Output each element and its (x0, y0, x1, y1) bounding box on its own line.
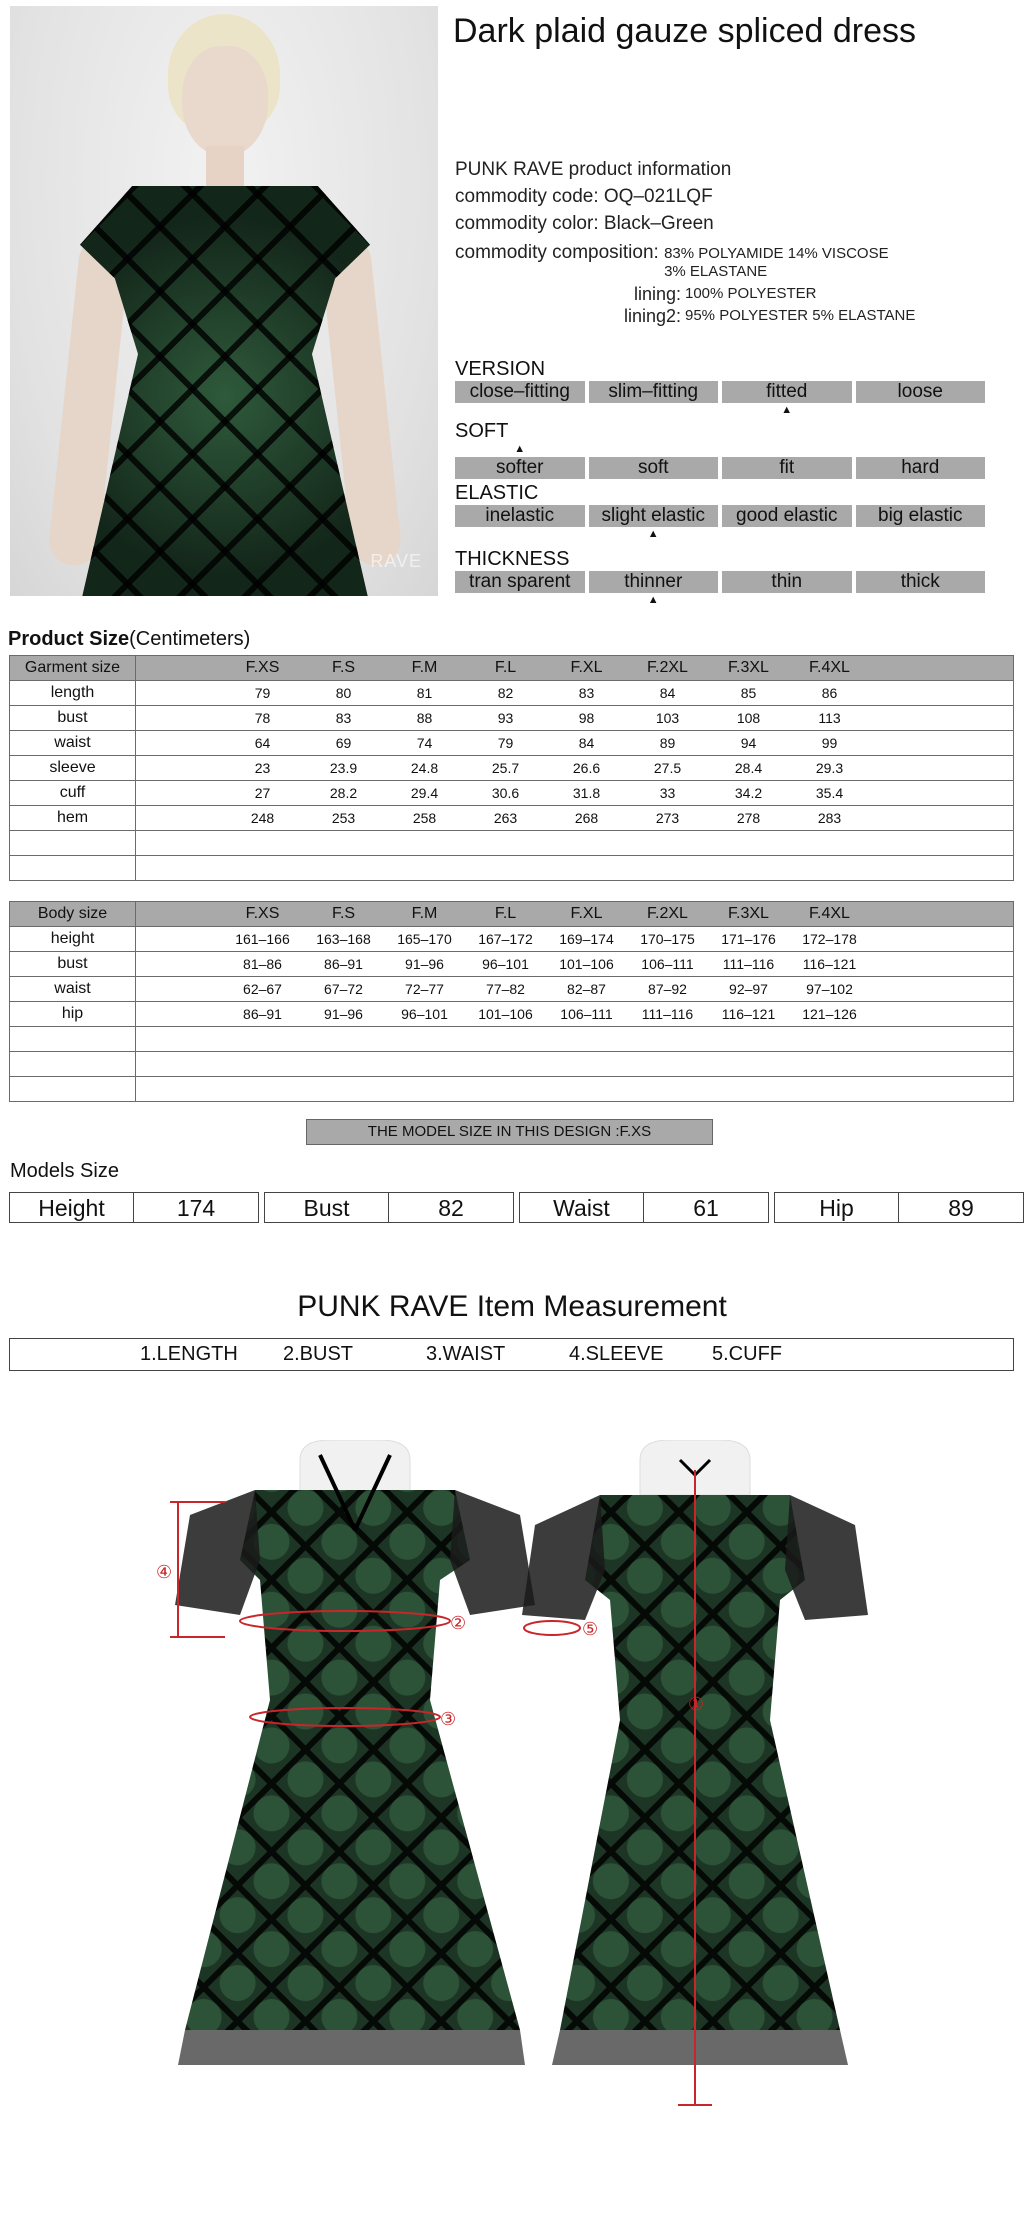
rating-marker-row (455, 442, 985, 456)
lining2-value: 95% POLYESTER 5% ELASTANE (685, 307, 916, 324)
rating-option: thin (722, 571, 852, 593)
row-label (10, 831, 136, 856)
measurement-item: 5.CUFF (712, 1343, 782, 1365)
size-value: 106–111 (560, 1006, 613, 1022)
table-row (10, 856, 1014, 881)
size-value: 101–106 (478, 1006, 533, 1022)
model-measure-bust (264, 1192, 514, 1223)
body-size-table (9, 901, 1014, 1102)
size-label: F.XL (570, 905, 603, 922)
row-label (10, 856, 136, 881)
size-label: F.3XL (728, 905, 769, 922)
size-value: 30.6 (491, 785, 520, 801)
size-value: 27.5 (653, 760, 682, 776)
size-value: 258 (412, 810, 437, 826)
size-value: 33 (659, 785, 676, 801)
product-title: Dark plaid gauze spliced dress (453, 12, 917, 50)
row-values (136, 731, 1014, 756)
size-value: 69 (335, 735, 352, 751)
empty-marker (589, 403, 719, 417)
size-value: 84 (659, 685, 676, 701)
photo-watermark: RAVE (370, 551, 422, 571)
table-row (10, 1077, 1014, 1102)
model-measure-label: Height (10, 1193, 134, 1222)
size-label: F.4XL (809, 905, 850, 922)
garment-size-table (9, 655, 1014, 881)
size-value: 72–77 (405, 981, 444, 997)
size-value: 78 (254, 710, 271, 726)
model-measure-value: 89 (948, 1195, 974, 1221)
rating-option: thinner (589, 571, 719, 593)
size-value: 248 (250, 810, 275, 826)
rating-label: ELASTIC (455, 482, 539, 504)
size-value: 273 (655, 810, 680, 826)
table-row (10, 952, 1014, 977)
empty-marker (455, 403, 585, 417)
measurement-item: 3.WAIST (426, 1343, 506, 1365)
size-value: 77–82 (486, 981, 525, 997)
row-values (136, 856, 1014, 881)
size-value: 116–121 (721, 1006, 776, 1022)
row-values (136, 806, 1014, 831)
size-label: F.2XL (647, 659, 688, 676)
table-row (10, 706, 1014, 731)
size-value: 23 (254, 760, 271, 776)
row-label: height (10, 927, 136, 952)
measurement-title: PUNK RAVE Item Measurement (297, 1290, 727, 1323)
rating-soft (455, 420, 985, 479)
size-value: 91–96 (324, 1006, 363, 1022)
size-value: 283 (817, 810, 842, 826)
model-measure-hip (774, 1192, 1024, 1223)
size-label: F.2XL (647, 905, 688, 922)
size-value: 86–91 (243, 1006, 282, 1022)
size-value: 268 (574, 810, 599, 826)
size-value: 85 (740, 685, 757, 701)
composition-value (664, 239, 889, 281)
rating-elastic (455, 482, 985, 541)
row-values (136, 927, 1014, 952)
table-row (10, 781, 1014, 806)
row-label: bust (10, 706, 136, 731)
empty-marker (856, 442, 986, 456)
size-label: F.XS (245, 659, 280, 676)
size-value: 94 (740, 735, 757, 751)
dress-image (80, 186, 370, 596)
size-value: 87–92 (648, 981, 687, 997)
size-value: 101–106 (559, 956, 614, 972)
size-value: 263 (493, 810, 518, 826)
model-size-banner: THE MODEL SIZE IN THIS DESIGN :F.XS (306, 1119, 713, 1145)
table-row (10, 756, 1014, 781)
size-value: 84 (578, 735, 595, 751)
lining-value: 100% POLYESTER (685, 285, 817, 302)
size-value: 24.8 (410, 760, 439, 776)
code-row (455, 183, 1015, 210)
lining2-row (455, 305, 1015, 327)
size-value: 169–174 (559, 931, 614, 947)
size-label: F.4XL (809, 659, 850, 676)
size-value: 83 (578, 685, 595, 701)
marker-bust: ② (450, 1613, 467, 1634)
size-value: 31.8 (572, 785, 601, 801)
size-value: 170–175 (640, 931, 695, 947)
size-value: 91–96 (405, 956, 444, 972)
row-label: sleeve (10, 756, 136, 781)
product-size-unit: (Centimeters) (129, 628, 251, 650)
rating-label: THICKNESS (455, 548, 570, 570)
rating-options (455, 381, 985, 403)
size-value: 171–176 (721, 931, 776, 947)
row-values (136, 977, 1014, 1002)
size-value: 26.6 (572, 760, 601, 776)
size-value: 111–116 (722, 956, 775, 972)
empty-marker (455, 593, 585, 607)
size-value: 116–121 (802, 956, 857, 972)
size-value: 121–126 (802, 1006, 857, 1022)
size-value: 165–170 (397, 931, 452, 947)
selected-marker-icon: ▲ (514, 443, 526, 455)
row-label: bust (10, 952, 136, 977)
empty-marker (856, 527, 986, 541)
measurement-item: 4.SLEEVE (569, 1343, 664, 1365)
model-measure-value: 61 (693, 1195, 719, 1221)
selected-marker-icon: ▲ (647, 528, 659, 540)
size-value: 106–111 (641, 956, 694, 972)
marker-cuff: ⑤ (582, 1619, 599, 1640)
model-measure-label: Bust (265, 1193, 389, 1222)
model-measure-value: 174 (176, 1195, 216, 1221)
measurement-legend (9, 1338, 1014, 1371)
size-value: 88 (416, 710, 433, 726)
measurement-illustration (0, 1440, 1024, 2160)
size-value: 83 (335, 710, 352, 726)
row-label: cuff (10, 781, 136, 806)
rating-option: thick (856, 571, 986, 593)
size-value: 97–102 (806, 981, 853, 997)
row-label: waist (10, 977, 136, 1002)
row-label (10, 1027, 136, 1052)
size-value: 82–87 (567, 981, 606, 997)
rating-label: VERSION (455, 358, 546, 380)
rating-marker-row (455, 527, 985, 541)
composition-line-1: 83% POLYAMIDE 14% VISCOSE (664, 245, 889, 262)
size-value: 96–101 (401, 1006, 448, 1022)
size-value: 81–86 (243, 956, 282, 972)
rating-options (455, 457, 985, 479)
size-value: 253 (331, 810, 356, 826)
size-label: F.M (411, 659, 438, 676)
empty-marker (856, 403, 986, 417)
selected-marker-icon: ▲ (781, 404, 793, 416)
empty-marker (589, 442, 719, 456)
composition-label: commodity composition: (455, 242, 659, 263)
empty-marker (722, 442, 852, 456)
rating-marker-row (455, 403, 985, 417)
rating-option: tran sparent (455, 571, 585, 593)
size-label: F.S (331, 905, 356, 922)
table-header-row (10, 902, 1014, 927)
size-value: 172–178 (802, 931, 857, 947)
table-row (10, 1027, 1014, 1052)
size-value: 161–166 (235, 931, 290, 947)
size-label: F.XL (570, 659, 603, 676)
size-value: 111–116 (641, 1006, 694, 1022)
info-heading: PUNK RAVE product information (455, 159, 732, 180)
row-label (10, 1052, 136, 1077)
size-value: 29.4 (410, 785, 439, 801)
empty-marker (722, 527, 852, 541)
selected-marker-icon: ▲ (647, 594, 659, 606)
model-measure-height (9, 1192, 259, 1223)
rating-option: big elastic (856, 505, 986, 527)
size-header-cell (136, 902, 1014, 927)
rating-option: fitted (722, 381, 852, 403)
size-value: 23.9 (329, 760, 358, 776)
lining-row (455, 283, 1015, 305)
row-label: waist (10, 731, 136, 756)
row-values (136, 1027, 1014, 1052)
row-label: hem (10, 806, 136, 831)
product-size-title-bold: Product Size (8, 628, 130, 650)
table-row (10, 806, 1014, 831)
table-row (10, 977, 1014, 1002)
row-values (136, 831, 1014, 856)
front-dress (175, 1440, 535, 2065)
code-label: commodity code: (455, 186, 599, 207)
empty-marker (856, 593, 986, 607)
size-header-cell (136, 656, 1014, 681)
row-values (136, 681, 1014, 706)
product-size-title (8, 628, 250, 651)
size-value: 92–97 (729, 981, 768, 997)
model-measure-waist (519, 1192, 769, 1223)
size-value: 167–172 (478, 931, 533, 947)
table-row (10, 831, 1014, 856)
size-value: 163–168 (316, 931, 371, 947)
color-value: Black–Green (603, 213, 714, 234)
rating-version (455, 358, 985, 417)
product-info (455, 156, 1015, 327)
size-value: 86 (821, 685, 838, 701)
size-value: 80 (335, 685, 352, 701)
model-measure-value: 82 (438, 1195, 464, 1221)
table-row (10, 1002, 1014, 1027)
size-value: 25.7 (491, 760, 520, 776)
rating-option: fit (722, 457, 852, 479)
rating-option: soft (589, 457, 719, 479)
size-value: 81 (416, 685, 433, 701)
row-label: hip (10, 1002, 136, 1027)
size-value: 29.3 (815, 760, 844, 776)
size-label: F.L (494, 659, 517, 676)
rating-option: good elastic (722, 505, 852, 527)
composition-line-2: 3% ELASTANE (664, 263, 768, 280)
size-label: F.3XL (728, 659, 769, 676)
lining-label: lining: (633, 284, 681, 304)
product-photo (10, 6, 438, 596)
composition-row (455, 239, 1015, 281)
table-row (10, 927, 1014, 952)
size-value: 35.4 (815, 785, 844, 801)
code-value: OQ–021LQF (603, 186, 713, 207)
size-value: 108 (736, 710, 761, 726)
rating-thickness (455, 548, 985, 607)
cuff-line (524, 1621, 580, 1635)
rating-option: inelastic (455, 505, 585, 527)
empty-marker (722, 593, 852, 607)
size-label: F.XS (245, 905, 280, 922)
table-row (10, 1052, 1014, 1077)
size-value: 96–101 (482, 956, 529, 972)
color-row (455, 210, 1015, 237)
size-value: 79 (254, 685, 271, 701)
table-header-row (10, 656, 1014, 681)
rating-option: hard (856, 457, 986, 479)
measurement-item: 1.LENGTH (140, 1343, 238, 1365)
size-label: F.M (411, 905, 438, 922)
measurement-item: 2.BUST (283, 1343, 354, 1365)
size-value: 103 (655, 710, 680, 726)
table-header-label: Garment size (10, 656, 136, 681)
rating-option: close–fitting (455, 381, 585, 403)
row-values (136, 1052, 1014, 1077)
rating-option: loose (856, 381, 986, 403)
marker-waist: ③ (440, 1709, 457, 1730)
size-value: 86–91 (324, 956, 363, 972)
size-value: 28.2 (329, 785, 358, 801)
model-head (182, 46, 268, 156)
rating-label: SOFT (455, 420, 509, 442)
size-value: 93 (497, 710, 514, 726)
color-label: commodity color: (455, 213, 599, 234)
row-values (136, 706, 1014, 731)
size-label: F.L (494, 905, 517, 922)
size-value: 79 (497, 735, 514, 751)
size-value: 28.4 (734, 760, 763, 776)
model-measure-label: Hip (775, 1193, 899, 1222)
empty-marker (455, 527, 585, 541)
models-size-row (9, 1192, 1024, 1223)
rating-options (455, 505, 985, 527)
row-values (136, 1077, 1014, 1102)
size-value: 82 (497, 685, 514, 701)
row-values (136, 756, 1014, 781)
size-value: 278 (736, 810, 761, 826)
row-values (136, 781, 1014, 806)
rating-marker-row (455, 593, 985, 607)
marker-sleeve: ④ (156, 1562, 173, 1583)
table-row (10, 731, 1014, 756)
size-value: 98 (578, 710, 595, 726)
marker-length: ① (688, 1694, 705, 1715)
model-measure-label: Waist (520, 1193, 644, 1222)
size-value: 67–72 (324, 981, 363, 997)
size-value: 64 (254, 735, 271, 751)
size-value: 62–67 (243, 981, 282, 997)
rating-options (455, 571, 985, 593)
row-label (10, 1077, 136, 1102)
row-values (136, 1002, 1014, 1027)
size-value: 27 (254, 785, 271, 801)
size-value: 113 (818, 710, 841, 726)
table-header-label: Body size (10, 902, 136, 927)
rating-option: softer (455, 457, 585, 479)
table-row (10, 681, 1014, 706)
size-value: 74 (416, 735, 433, 751)
size-value: 99 (821, 735, 838, 751)
rating-option: slight elastic (589, 505, 719, 527)
lining2-label: lining2: (623, 306, 681, 326)
rating-option: slim–fitting (589, 381, 719, 403)
models-size-title: Models Size (10, 1160, 119, 1182)
row-label: length (10, 681, 136, 706)
size-value: 89 (659, 735, 676, 751)
size-label: F.S (331, 659, 356, 676)
row-values (136, 952, 1014, 977)
size-value: 34.2 (734, 785, 763, 801)
